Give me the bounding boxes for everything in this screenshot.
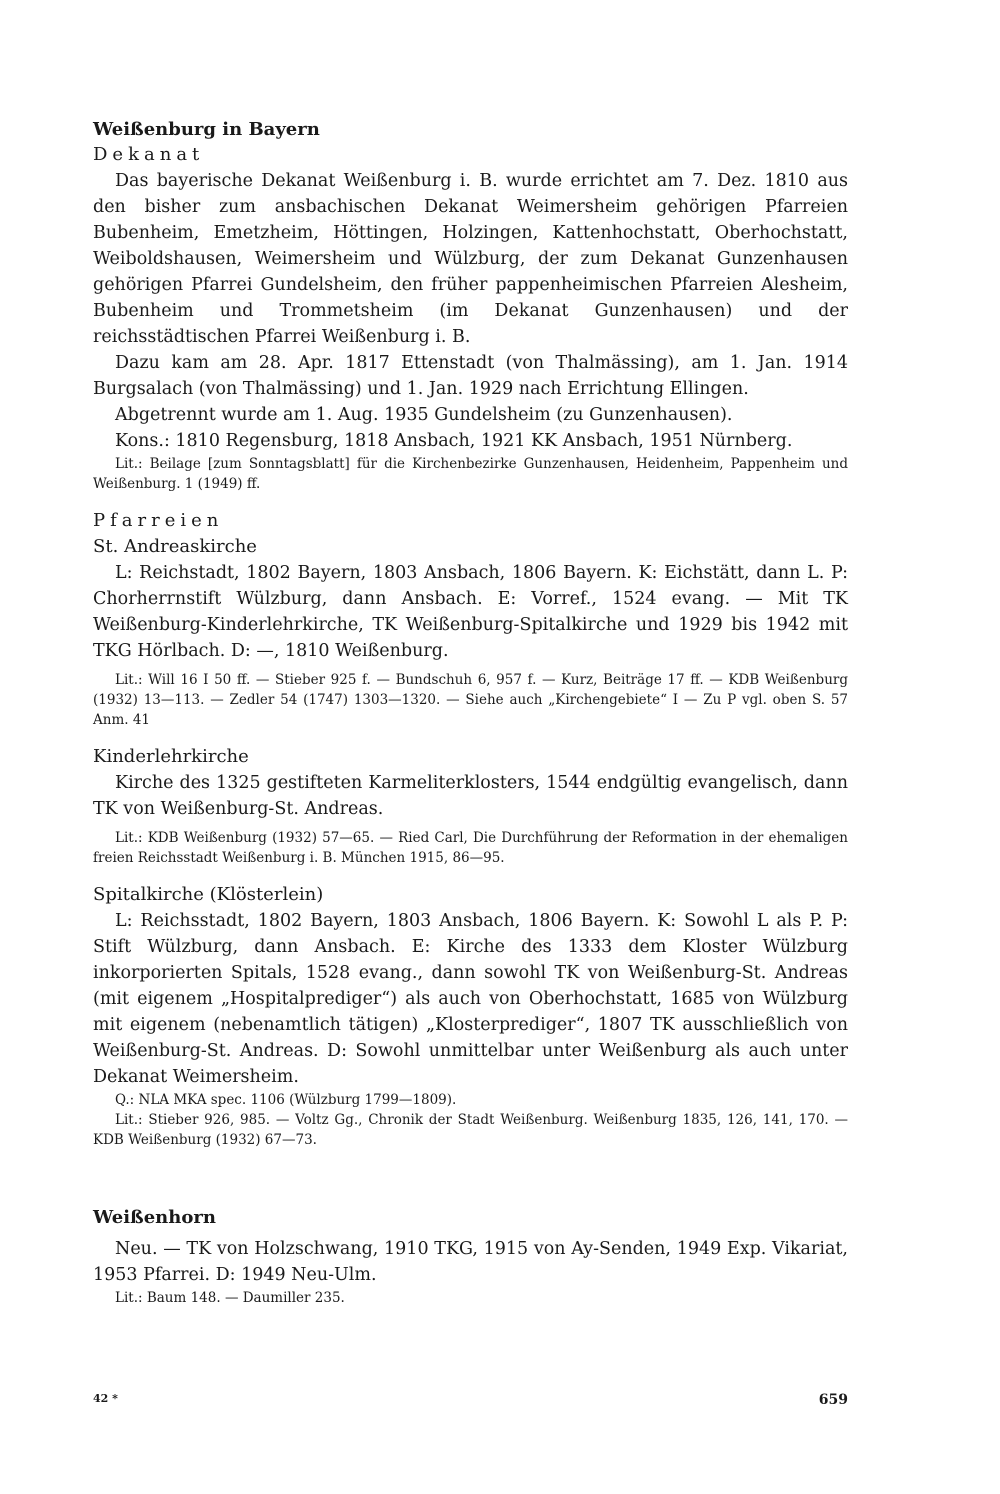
dekanat-paragraph: Abgetrennt wurde am 1. Aug. 1935 Gundelsheim (zu Gunzenhausen).	[115, 405, 733, 425]
page-content	[93, 118, 848, 1308]
section-label-pfarreien: Pfarreien	[93, 510, 224, 531]
church-text: Kirche des 1325 gestifteten Karmeliterklosters, 1544 endgültig evangelisch, dann TK von Weißenburg-St. Andreas.	[93, 773, 848, 819]
church-source: Q.: NLA MKA spec. 1106 (Wülzburg 1799—1809).	[115, 1092, 457, 1108]
dekanat-paragraph: Kons.: 1810 Regensburg, 1818 Ansbach, 1921 KK Ansbach, 1951 Nürnberg.	[115, 431, 793, 451]
church-text: L: Reichstadt, 1802 Bayern, 1803 Ansbach, 1806 Bayern. K: Eichstätt, dann L. P: Chorherrnstift Wülzburg, dann Ansbach. E: Vorref., 1524 evang. — Mit TK Weißenburg-Kinderlehrkirche, TK Weißenburg-Spitalkirche und 1929 bis 1942 mit TKG Hörlbach. D: —, 1810 Weißenburg.	[93, 563, 848, 661]
dekanat-paragraph: Das bayerische Dekanat Weißenburg i. B. wurde errichtet am 7. Dez. 1810 aus den bisher zum ansbachischen Dekanat Weimersheim gehörigen Pfarreien Bubenheim, Emetzheim, Höttingen, Holzingen, Kattenhochstatt, Oberhochstatt, Weiboldshausen, Weimersheim und Wülzburg, der zum Dekanat Gunzenhausen gehörigen Pfarrei Gundelsheim, den früher pappenheimischen Pfarreien Alesheim, Bubenheim und Trommetsheim (im Dekanat Gunzenhausen) und der reichsstädtischen Pfarrei Weißenburg i. B.	[93, 171, 848, 347]
dekanat-literature: Lit.: Beilage [zum Sonntagsblatt] für die Kirchenbezirke Gunzenhausen, Heidenheim, Pappenheim und Weißenburg. 1 (1949) ff.	[93, 456, 848, 492]
church-name: Kinderlehrkirche	[93, 746, 249, 767]
entry-heading: Weißenburg in Bayern	[93, 119, 320, 140]
page-footer	[93, 1392, 848, 1408]
entry-text: Neu. — TK von Holzschwang, 1910 TKG, 1915 von Ay-Senden, 1949 Exp. Vikariat, 1953 Pfarrei. D: 1949 Neu-Ulm.	[93, 1239, 848, 1285]
church-literature: Lit.: KDB Weißenburg (1932) 57—65. — Ried Carl, Die Durchführung der Reformation in der ehemaligen freien Reichsstadt Weißenburg i. B. München 1915, 86—95.	[93, 830, 848, 866]
section-label-dekanat: Dekanat	[93, 144, 205, 165]
page-number: 659	[818, 1392, 848, 1408]
church-name: Spitalkirche (Klösterlein)	[93, 884, 324, 905]
entry-heading: Weißenhorn	[93, 1207, 216, 1228]
entry-literature: Lit.: Baum 148. — Daumiller 235.	[115, 1290, 345, 1306]
church-name: St. Andreaskirche	[93, 536, 257, 557]
dekanat-paragraph: Dazu kam am 28. Apr. 1817 Ettenstadt (von Thalmässing), am 1. Jan. 1914 Burgsalach (von Thalmässing) und 1. Jan. 1929 nach Errichtung Ellingen.	[93, 353, 848, 399]
church-literature: Lit.: Stieber 926, 985. — Voltz Gg., Chronik der Stadt Weißenburg. Weißenburg 1835, 126, 141, 170. — KDB Weißenburg (1932) 67—73.	[93, 1112, 848, 1148]
signature-mark: 42 *	[93, 1392, 118, 1405]
church-literature: Lit.: Will 16 I 50 ff. — Stieber 925 f. — Bundschuh 6, 957 f. — Kurz, Beiträge 17 ff. — KDB Weißenburg (1932) 13—113. — Zedler 54 (1747) 1303—1320. — Siehe auch „Kirchengebiete“ I — Zu P vgl. oben S. 57 Anm. 41	[93, 672, 848, 728]
church-text: L: Reichsstadt, 1802 Bayern, 1803 Ansbach, 1806 Bayern. K: Sowohl L als P. P: Stift Wülzburg, dann Ansbach. E: Kirche des 1333 dem Kloster Wülzburg inkorporierten Spitals, 1528 evang., dann sowohl TK von Weißenburg-St. Andreas (mit eigenem „Hospitalprediger“) als auch von Oberhochstatt, 1685 von Wülzburg mit eigenem (nebenamtlich tätigen) „Klosterprediger“, 1807 TK ausschließlich von Weißenburg-St. Andreas. D: Sowohl unmittelbar unter Weißenburg als auch unter Dekanat Weimersheim.	[93, 911, 848, 1087]
